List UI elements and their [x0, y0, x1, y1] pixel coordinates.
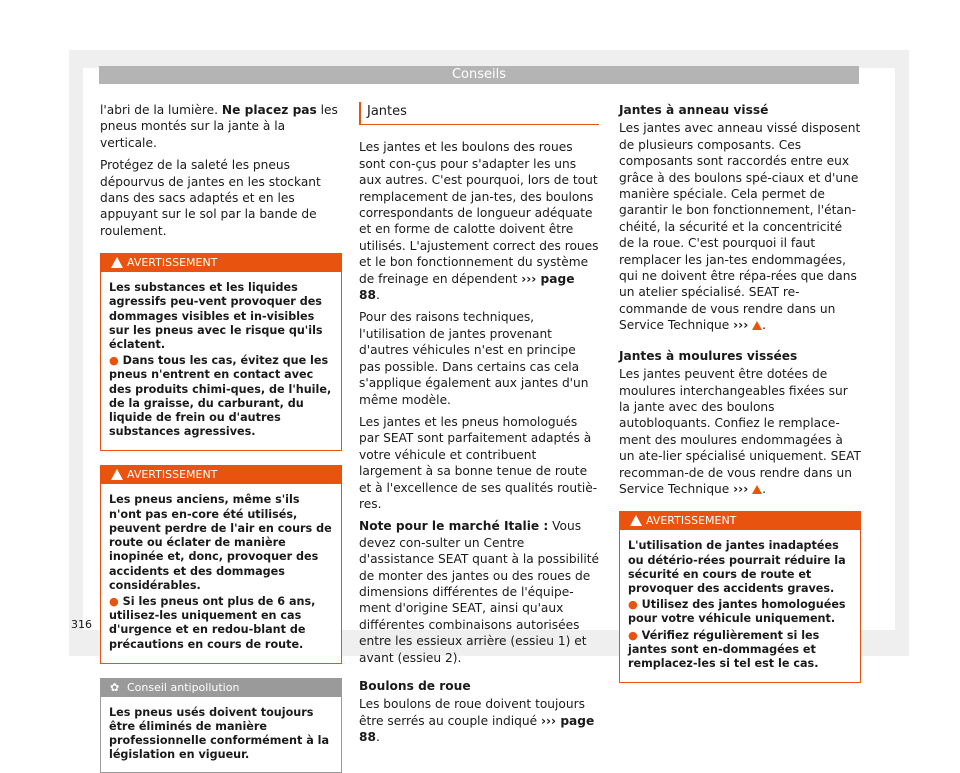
warning-link[interactable]: ››› [733, 481, 749, 496]
subheading: Jantes à moulures vissées [619, 348, 798, 363]
paragraph: Pour des raisons techniques, l'utilisation de jantes provenant d'autres véhicules n'est en principe pas possible. Dans certains cas cela s'applique également aux jantes d'un même modèle. [359, 310, 589, 407]
warning-box [100, 253, 342, 451]
warning-header: AVERTISSEMENT [101, 254, 341, 272]
section-title: Jantes [359, 102, 599, 125]
warning-box [100, 465, 342, 663]
warning-icon [630, 515, 642, 526]
warning-header: AVERTISSEMENT [620, 512, 860, 530]
warning-body: Les pneus anciens, même s'ils n'ont pas en-core été utilisés, peuvent perdre de l'air en cours de route ou éclater de manière inopinée et, donc, provoquer des accidents et des dommages considérables. ● Si les pneus ont plus de 6 ans, utilisez-les uniquement en cas d'urgence et en redou-blant de précautions en cours de route. [109, 493, 332, 651]
paragraph: Les jantes peuvent être dotées de moulures interchangeables fixées sur la jante avec des boulons autobloquants. Confiez le remplace-ment des moulures endommagées à un ate-lier spécialisé uniquement. SEAT recomman-de de vous rendre dans un Service Technique ››› . [619, 367, 861, 496]
warning-icon [752, 485, 762, 494]
chapter-header: Conseils [99, 66, 859, 84]
environment-note-body: Les pneus usés doivent toujours être éliminés de manière professionnelle conformément à la législation en vigueur. [109, 705, 330, 762]
warning-body: Les substances et les liquides agressifs peu-vent provoquer des dommages visibles et in-visibles sur les pneus avec le risque qu'ils éclatent. ● Dans tous les cas, évitez que les pneus n'entrent en contact avec des produits chimi-ques, de l'huile, de la graisse, du carburant, du liquide de frein ou d'autres substances agressives. [109, 281, 332, 439]
paragraph: l'abri de la lumière. Ne placez pas les pneus montés sur la jante à la verticale. [100, 103, 338, 150]
page-link[interactable]: ››› page 88 [359, 713, 595, 745]
environment-icon: ✿ [110, 680, 120, 694]
warning-body: L'utilisation de jantes inadaptées ou détério-rées pourrait réduire la sécurité en cours de route et provoquer des accidents graves. ● Utilisez des jantes homologuées pour votre véhicule uniquement. ● Vérifiez régulièrement si les jantes sont en-dommagées et remplacez-les si tel est le cas. [628, 539, 846, 670]
paragraph: Protégez de la saleté les pneus dépourvus de jantes en les stockant dans des sacs adaptés et en les appuyant sur le sol par la bande de roulement. [100, 158, 321, 238]
column-middle [359, 102, 599, 752]
paragraph: Les jantes et les boulons des roues sont con-çus pour s'adapter les uns aux autres. C'est pourquoi, lors de tout remplacement de jan-tes, des boulons correspondants de longueur adéquate et en forme de calotte doivent être utilisés. L'ajustement correct des roues et le bon fonctionnement du système de freinage en dépendent ››› page 88. [359, 140, 599, 303]
warning-icon [752, 321, 762, 330]
warning-box [619, 511, 861, 683]
bullet-icon: ● [109, 594, 119, 608]
bullet-icon: ● [628, 598, 638, 612]
warning-header: AVERTISSEMENT [101, 466, 341, 484]
page-link[interactable]: ››› page 88 [359, 271, 575, 303]
warning-link[interactable]: ››› [733, 318, 749, 333]
page-number: 316 [71, 618, 92, 631]
column-left [100, 102, 342, 773]
paragraph: Les boulons de roue doivent toujours être serrés au couple indiqué ››› page 88. [359, 697, 595, 745]
paragraph: Les jantes et les pneus homologués par SEAT sont parfaitement adaptés à votre véhicule et contribuent largement à sa bonne tenue de route et à l'excellence de ses qualités routiè-res. [359, 414, 598, 511]
paragraph: Note pour le marché Italie : Vous devez con-sulter un Centre d'assistance SEAT quant à la possibilité de monter des jantes ou des roues de dimensions différentes de l'équipe-ment d'origine SEAT, ainsi qu'aux différentes combinaisons autorisées entre les essieux arrière (essieu 1) et avant (essieu 2). [359, 519, 600, 665]
environment-note-header: ✿ Conseil antipollution [101, 679, 341, 697]
bullet-icon: ● [109, 354, 119, 368]
bullet-icon: ● [628, 628, 638, 642]
subheading: Jantes à anneau vissé [619, 103, 769, 117]
paragraph: Les jantes avec anneau vissé disposent de plusieurs composants. Ces composants sont raccordés entre eux grâce à des boulons spé-ciaux et d'une manière spéciale. Cela permet de garantir le bon fonctionnement, l'étan-chéité, la sécurité et la concentricité de la roue. C'est pourquoi il faut remplacer les jan-tes endommagées, qui ne doivent être répa-rées que dans un atelier spécialisé. SEAT re-commande de vous rendre dans un Service Technique ››› . [619, 121, 861, 333]
subheading: Boulons de roue [359, 679, 471, 693]
environment-note-box [100, 678, 342, 773]
warning-icon [111, 469, 123, 480]
column-right [619, 102, 861, 683]
warning-icon [111, 257, 123, 268]
